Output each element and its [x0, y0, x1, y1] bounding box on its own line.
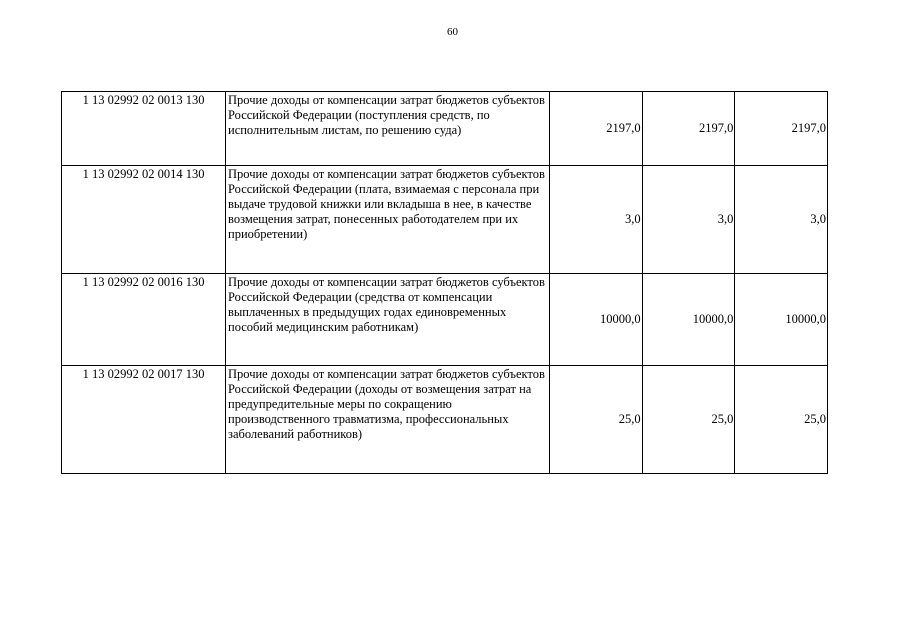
- revenue-table: [61, 91, 828, 474]
- page-number: 60: [447, 26, 458, 38]
- amount-cell-1: 2197,0: [550, 92, 643, 166]
- table-row: [62, 92, 828, 166]
- amount-cell-1: 10000,0: [550, 274, 643, 366]
- amount-cell-3: 3,0: [735, 166, 828, 274]
- amount-cell-2: 10000,0: [642, 274, 735, 366]
- budget-code-cell: 1 13 02992 02 0016 130: [62, 274, 226, 366]
- revenue-name-cell: Прочие доходы от компенсации затрат бюджетов субъектов Российской Федерации (плата, взимаемая с персонала при выдаче трудовой книжки или вкладыша в нее, в качестве возмещения затрат, понесенных работодателем при их приобретении): [226, 166, 550, 274]
- revenue-name-cell: Прочие доходы от компенсации затрат бюджетов субъектов Российской Федерации (средства от компенсации выплаченных в предыдущих годах единовременных пособий медицинским работникам): [226, 274, 550, 366]
- budget-code-cell: 1 13 02992 02 0017 130: [62, 366, 226, 474]
- amount-cell-2: 3,0: [642, 166, 735, 274]
- amount-cell-3: 2197,0: [735, 92, 828, 166]
- amount-cell-3: 25,0: [735, 366, 828, 474]
- revenue-name-cell: Прочие доходы от компенсации затрат бюджетов субъектов Российской Федерации (поступления средств, по исполнительным листам, по решению суда): [226, 92, 550, 166]
- amount-cell-3: 10000,0: [735, 274, 828, 366]
- budget-code-cell: 1 13 02992 02 0013 130: [62, 92, 226, 166]
- table-row: [62, 366, 828, 474]
- table-row: [62, 274, 828, 366]
- budget-code-cell: 1 13 02992 02 0014 130: [62, 166, 226, 274]
- amount-cell-2: 2197,0: [642, 92, 735, 166]
- amount-cell-1: 25,0: [550, 366, 643, 474]
- amount-cell-2: 25,0: [642, 366, 735, 474]
- amount-cell-1: 3,0: [550, 166, 643, 274]
- table-row: [62, 166, 828, 274]
- revenue-name-cell: Прочие доходы от компенсации затрат бюджетов субъектов Российской Федерации (доходы от возмещения затрат на предупредительные меры по сокращению производственного травматизма, профессиональных заболеваний работников): [226, 366, 550, 474]
